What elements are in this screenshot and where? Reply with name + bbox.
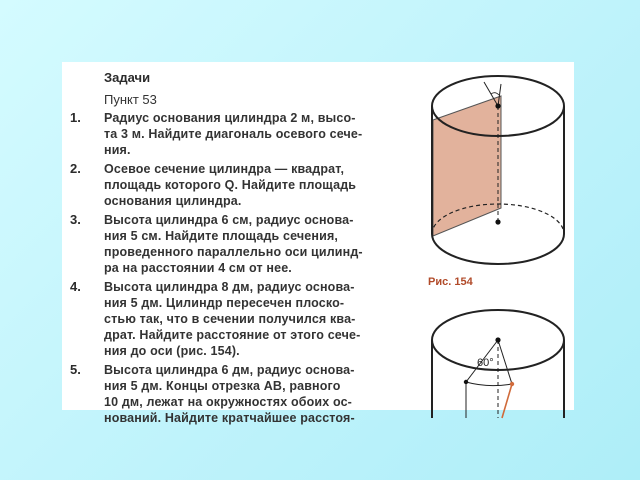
section-heading: Задачи bbox=[104, 70, 151, 85]
angle-arc bbox=[491, 93, 499, 95]
problem-text-line: ния. bbox=[104, 143, 131, 157]
problem-5 bbox=[70, 362, 415, 426]
problem-text-line: стью так, что в сечении получился ква- bbox=[104, 312, 356, 326]
problem-text-line: Радиус основания цилиндра 2 м, высо- bbox=[104, 111, 356, 125]
point-a bbox=[510, 382, 514, 386]
segment-ab bbox=[502, 384, 512, 418]
paragraph-number: Пункт 53 bbox=[104, 92, 157, 107]
top-center-point bbox=[495, 103, 500, 108]
angle-label: 60° bbox=[477, 357, 494, 369]
problem-text-line: Высота цилиндра 6 см, радиус основа- bbox=[104, 213, 354, 227]
problem-text-line: ния 5 см. Найдите площадь сечения, bbox=[104, 229, 339, 243]
problem-number: 1. bbox=[70, 110, 81, 125]
problem-text-line: драт. Найдите расстояние от этого сече- bbox=[104, 328, 361, 342]
problem-text-line: ния до оси (рис. 154). bbox=[104, 344, 240, 358]
problem-3 bbox=[70, 212, 415, 276]
problem-text-line: площадь которого Q. Найдите площадь bbox=[104, 178, 357, 192]
problem-text-line: нований. Найдите кратчайшее расстоя- bbox=[104, 411, 355, 425]
figures-column bbox=[422, 62, 574, 410]
problem-text-line: ра на расстоянии 4 см от нее. bbox=[104, 261, 292, 275]
problem-2 bbox=[70, 161, 415, 209]
problems-column bbox=[62, 62, 417, 425]
cylinder-angle-figure bbox=[422, 298, 574, 418]
problem-number: 3. bbox=[70, 212, 81, 227]
chord-line bbox=[466, 382, 512, 386]
problem-text-line: та 3 м. Найдите диагональ осевого сече- bbox=[104, 127, 363, 141]
problem-text-line: Высота цилиндра 6 дм, радиус основа- bbox=[104, 363, 355, 377]
cylinder-section-figure bbox=[422, 62, 574, 272]
bottom-center-point bbox=[495, 219, 500, 224]
problem-4 bbox=[70, 279, 415, 359]
radius-line bbox=[498, 340, 512, 384]
problem-text-line: 10 дм, лежат на окружностях обоих ос- bbox=[104, 395, 352, 409]
problem-text-line: Высота цилиндра 8 дм, радиус основа- bbox=[104, 280, 355, 294]
bottom-base-front-arc bbox=[432, 234, 564, 264]
problem-text-line: Осевое сечение цилиндра — квадрат, bbox=[104, 162, 345, 176]
problem-text-line: проведенного параллельно оси цилинд- bbox=[104, 245, 363, 259]
problem-text-line: ния 5 дм. Концы отрезка AB, равного bbox=[104, 379, 341, 393]
problem-1 bbox=[70, 110, 415, 158]
circle-point bbox=[464, 380, 468, 384]
top-center-point bbox=[495, 337, 500, 342]
problem-text-line: основания цилиндра. bbox=[104, 194, 242, 208]
problem-text-line: ния 5 дм. Цилиндр пересечен плоско- bbox=[104, 296, 345, 310]
problem-number: 5. bbox=[70, 362, 81, 377]
square-section bbox=[433, 96, 501, 236]
problem-number: 4. bbox=[70, 279, 81, 294]
textbook-page bbox=[62, 62, 574, 425]
problem-number: 2. bbox=[70, 161, 81, 176]
figure-caption: Рис. 154 bbox=[428, 276, 473, 288]
